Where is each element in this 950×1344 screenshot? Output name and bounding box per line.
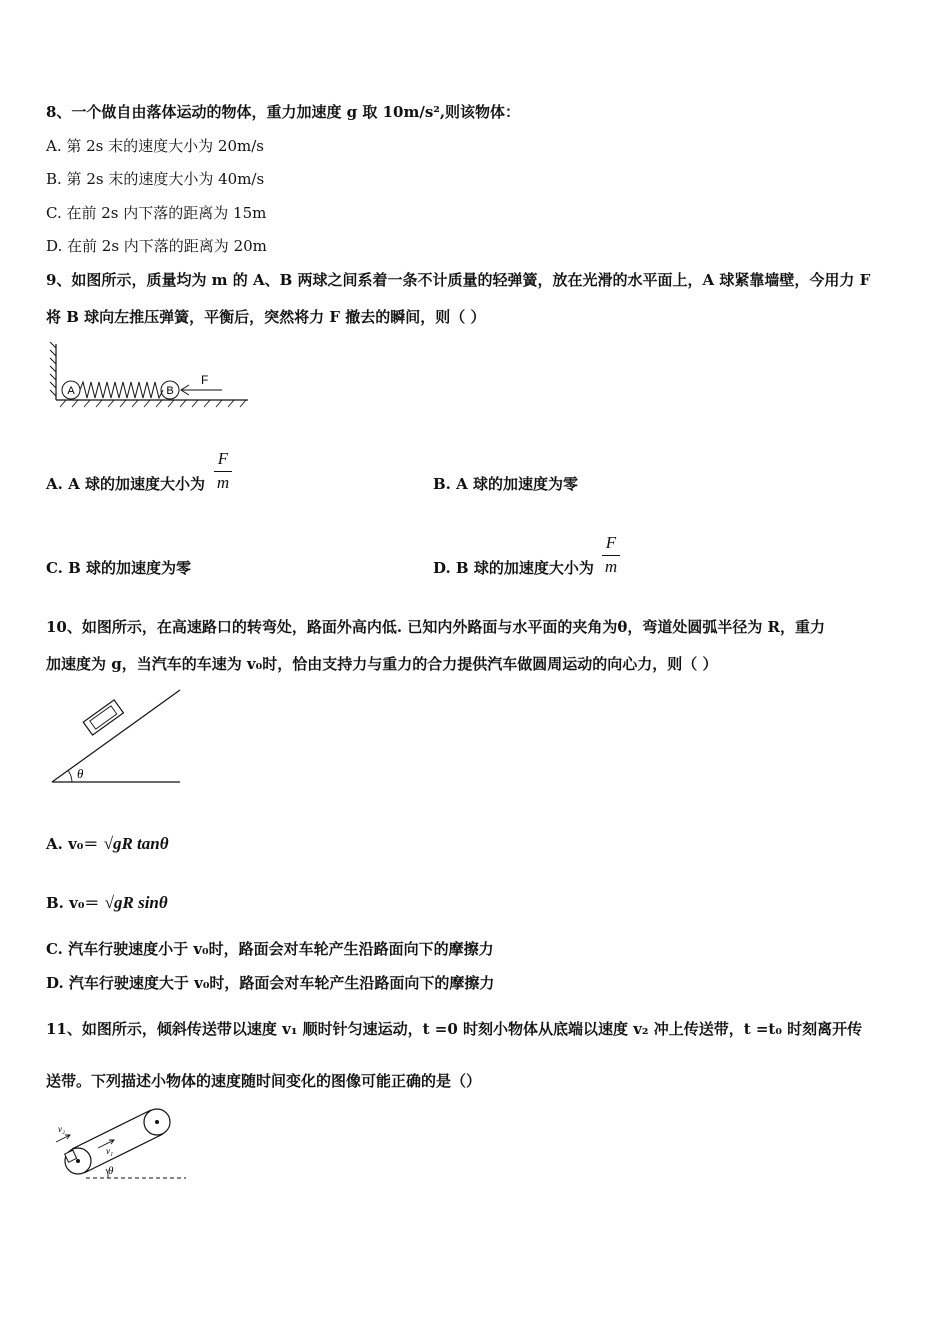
q10-option-b-label: B. v₀＝ [46, 894, 100, 912]
q10-option-b [46, 893, 168, 913]
q8-option-b: B. 第 2s 末的速度大小为 40m/s [46, 170, 265, 188]
q10-option-a [46, 834, 169, 854]
q8-option-a: A. 第 2s 末的速度大小为 20m/s [46, 137, 264, 155]
q10-option-b-formula: √gR sinθ [104, 893, 168, 912]
q10-option-a-formula: √gR tanθ [103, 834, 169, 853]
v2-label: v₂ [58, 1124, 66, 1134]
ball-a-label: A [67, 385, 75, 397]
theta-label: θ [77, 766, 84, 781]
ball-b-label: B [166, 385, 174, 397]
force-label: F [201, 373, 209, 387]
q11-conveyor-figure [46, 1106, 196, 1186]
q10-option-c: C. 汽车行驶速度小于 v₀时，路面会对车轮产生沿路面向下的摩擦力 [46, 940, 494, 958]
q9-option-c: C. B 球的加速度为零 [46, 559, 192, 577]
q11-stem-line2: 送带。下列描述小物体的速度随时间变化的图像可能正确的是（） [46, 1072, 482, 1090]
q11-stem-line1: 11、如图所示，倾斜传送带以速度 v₁ 顺时针匀速运动，t =0 时刻小物体从底端以速度 v₂ 冲上传送带，t =t₀ 时刻离开传 [46, 1020, 863, 1038]
q9-option-a-fraction: F m [214, 449, 232, 492]
q9-option-d: D. B 球的加速度大小为 [433, 559, 594, 577]
q10-incline-figure [46, 686, 186, 786]
q9-stem-line2: 将 B 球向左推压弹簧，平衡后，突然将力 F 撤去的瞬间，则（ ） [46, 308, 486, 326]
q8-option-d: D. 在前 2s 内下落的距离为 20m [46, 237, 267, 255]
theta-label: θ [108, 1165, 114, 1177]
q9-option-b: B. A 球的加速度为零 [433, 475, 578, 493]
q8-stem: 8、一个做自由落体运动的物体，重力加速度 g 取 10m/s²,则该物体： [46, 103, 521, 121]
car [83, 700, 123, 735]
q10-option-a-label: A. v₀＝ [46, 835, 99, 853]
q10-stem-line1: 10、如图所示，在高速路口的转弯处，路面外高内低. 已知内外路面与水平面的夹角为θ，弯道处圆弧半径为 R，重力 [46, 618, 826, 636]
small-object [65, 1150, 77, 1162]
q10-option-d: D. 汽车行驶速度大于 v₀时，路面会对车轮产生沿路面向下的摩擦力 [46, 974, 495, 992]
q10-stem-line2: 加速度为 g，当汽车的车速为 v₀时，恰由支持力与重力的合力提供汽车做圆周运动的向心力，则（ ） [46, 655, 718, 673]
q9-option-d-fraction: F m [602, 533, 620, 576]
q8-option-c: C. 在前 2s 内下落的距离为 15m [46, 204, 267, 222]
q9-spring-figure [46, 340, 256, 410]
v1-label: v₁ [106, 1146, 114, 1156]
q9-stem-line1: 9、如图所示，质量均为 m 的 A、B 两球之间系着一条不计质量的轻弹簧，放在光滑的水平面上，A 球紧靠墙壁，今用力 F [46, 271, 871, 289]
q9-option-a: A. A 球的加速度大小为 [46, 475, 205, 493]
spring [80, 382, 163, 398]
